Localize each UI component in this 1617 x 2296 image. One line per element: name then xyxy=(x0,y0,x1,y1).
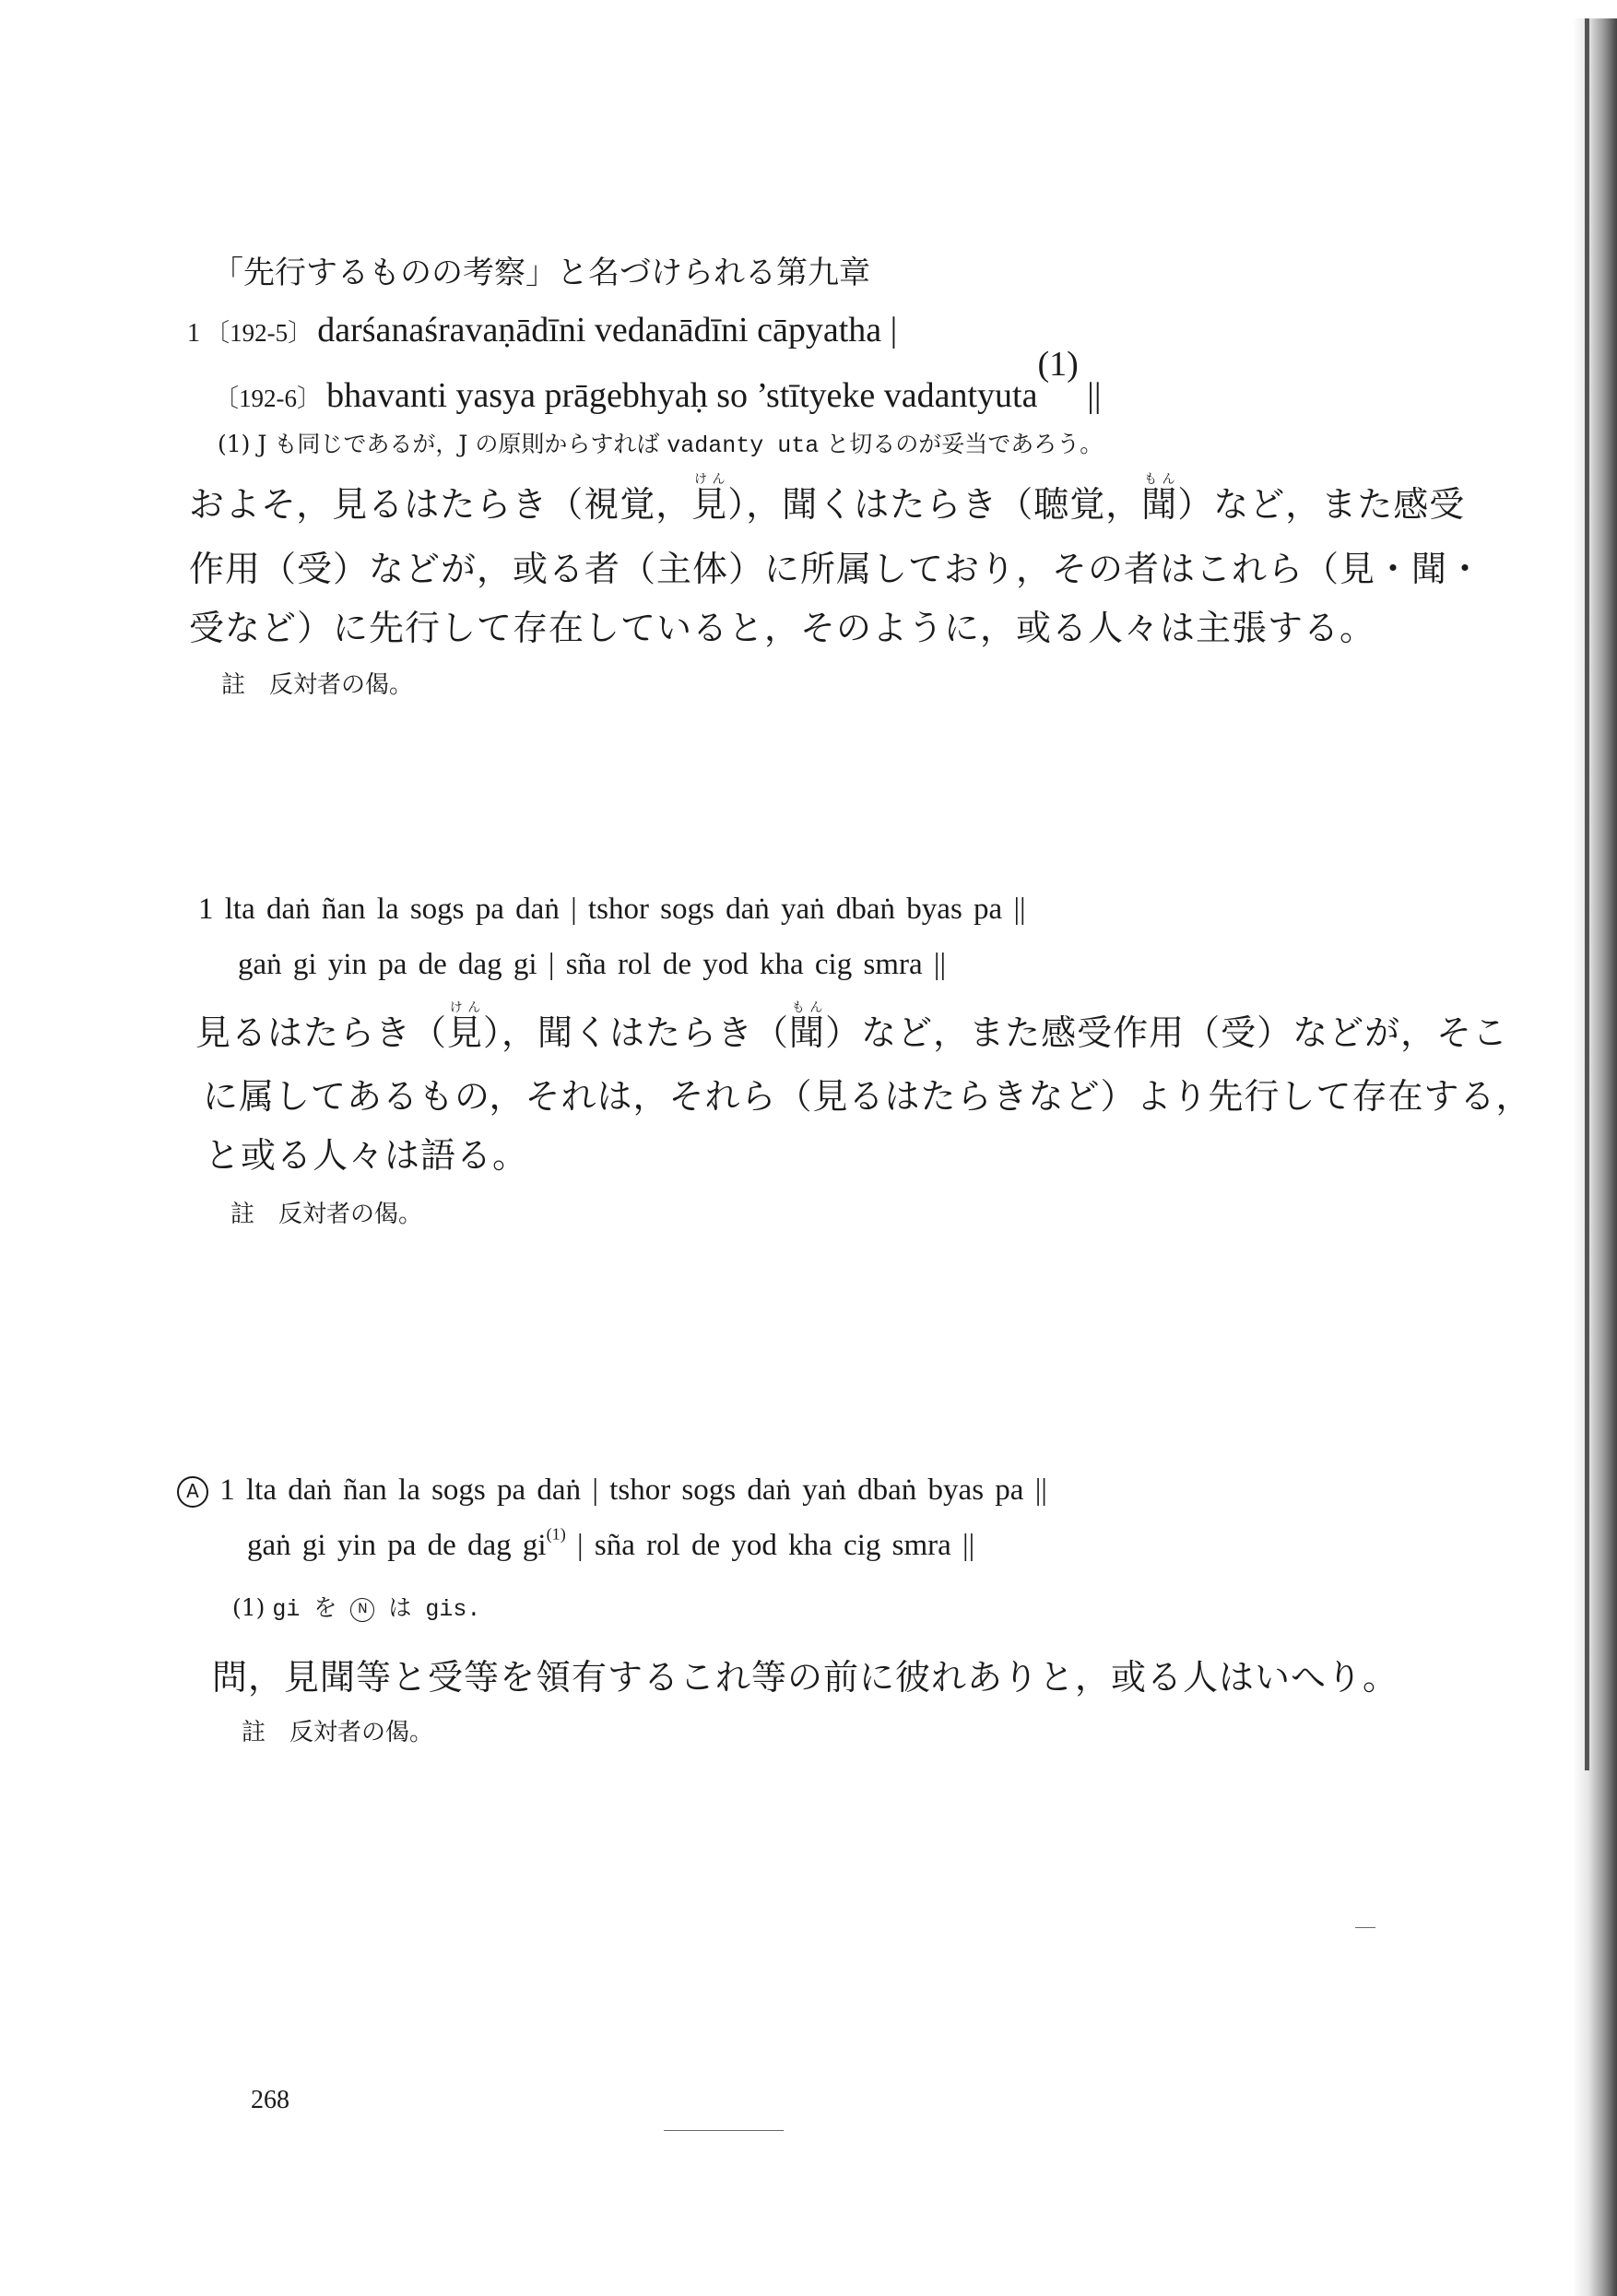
translation2-line-3: と或る人々は語る。 xyxy=(205,1135,529,1176)
translation2-line-2: に属してあるもの，それは，それら（見るはたらきなど）より先行して存在する， xyxy=(203,1076,1532,1117)
sanskrit-end: || xyxy=(1078,376,1102,416)
tibetan2-line-2 xyxy=(247,1524,975,1563)
tibetan1-line-1: 1 lta daṅ ñan la sogs pa daṅ | tshor sogs daṅ yaṅ dbaṅ byas pa || xyxy=(198,893,1026,926)
text-segment: ），聞くはたらき（聴覚， xyxy=(727,484,1142,525)
tibetan2-line-1 xyxy=(177,1473,1047,1508)
footnote-number: (1) xyxy=(232,1594,266,1621)
edition-n-marker-icon: N xyxy=(350,1598,374,1622)
footnote-text-a: gi を xyxy=(272,1596,351,1623)
ruby-base: 見 xyxy=(691,484,728,525)
ruby-reading: もん xyxy=(789,1000,826,1015)
sanskrit-line-1 xyxy=(187,310,897,350)
tibetan2-text-2b: | sña rol de yod kha cig smra || xyxy=(565,1529,975,1562)
text-segment: ）など，また感受作用（受）などが，そこ xyxy=(825,1012,1509,1053)
sanskrit-line-2 xyxy=(214,345,1102,416)
tibetan2-text-2a: gaṅ gi yin pa de dag gi xyxy=(247,1529,547,1562)
translation1-note: 註 反対者の偈。 xyxy=(221,671,414,699)
footnote-text-a: J も同じであるが，J の原則からすれば xyxy=(257,431,667,457)
spine-edge-line xyxy=(1585,18,1589,1770)
sanskrit-text-1: darśanaśravaṇādīni vedanādīni cāpyatha | xyxy=(317,311,898,349)
ruby-base: 聞 xyxy=(1141,484,1178,525)
tibetan1-line-2: gaṅ gi yin pa de dag gi | sña rol de yod kha cig smra || xyxy=(238,948,947,981)
tibetan2-footnote xyxy=(232,1590,480,1623)
sanskrit-ref-1: 〔192-5〕 xyxy=(205,319,313,347)
translation3-note: 註 反対者の偈。 xyxy=(242,1719,434,1746)
tibetan2-text-1: 1 lta daṅ ñan la sogs pa daṅ | tshor sogs daṅ yaṅ dbaṅ byas pa || xyxy=(219,1473,1047,1507)
text-segment: 見るはたらき（ xyxy=(195,1012,448,1053)
edition-a-marker-icon: A xyxy=(177,1476,208,1508)
footnote-text-b: と切るのが妥当であろう。 xyxy=(819,431,1104,457)
ruby-base: 聞 xyxy=(789,1012,826,1053)
footnote-marker: (1) xyxy=(1037,345,1079,384)
ruby-mon xyxy=(1141,472,1178,525)
sanskrit-text-2: bhavanti yasya prāgebhyaḥ so ’stītyeke vadantyuta xyxy=(326,376,1038,416)
ruby-ken xyxy=(691,472,728,525)
chapter-heading: 「先行するものの考察」と名づけられる第九章 xyxy=(212,254,870,291)
translation3-line-1: 問，見聞等と受等を領有するこれ等の前に彼れありと，或る人はいへり。 xyxy=(212,1657,1399,1698)
sanskrit-footnote xyxy=(218,426,1103,459)
footnote-text-b: は gis. xyxy=(374,1596,481,1623)
ruby-reading: けん xyxy=(691,472,728,487)
text-segment: ）など，また感受 xyxy=(1177,484,1466,525)
ruby-reading: もん xyxy=(1141,472,1178,487)
footnote-marker: (1) xyxy=(546,1524,566,1544)
footnote-number: (1) xyxy=(218,431,251,457)
ruby-reading: けん xyxy=(447,1000,484,1015)
translation2-note: 註 反対者の偈。 xyxy=(230,1201,423,1228)
translation1-line-3: 受など）に先行して存在していると，そのように，或る人々は主張する。 xyxy=(189,608,1376,648)
ruby-ken xyxy=(447,1000,484,1053)
sanskrit-ref-2: 〔192-6〕 xyxy=(214,385,322,413)
book-spine-shadow xyxy=(1573,18,1617,2296)
translation2-line-1 xyxy=(195,1000,1508,1055)
footnote-text-mono: vadanty uta xyxy=(667,432,820,459)
translation1-line-1 xyxy=(189,472,1465,527)
ruby-mon xyxy=(789,1000,826,1053)
scan-mark xyxy=(1355,1927,1375,1928)
translation1-line-2: 作用（受）などが，或る者（主体）に所属しており，その者はこれら（見・聞・ xyxy=(189,549,1484,589)
ruby-base: 見 xyxy=(447,1012,484,1053)
text-segment: およそ，見るはたらき（視覚， xyxy=(189,484,692,525)
scan-mark xyxy=(664,2130,784,2131)
page-number: 268 xyxy=(251,2086,289,2114)
text-segment: ），聞くはたらき（ xyxy=(483,1012,790,1053)
verse-number: 1 xyxy=(187,319,200,348)
